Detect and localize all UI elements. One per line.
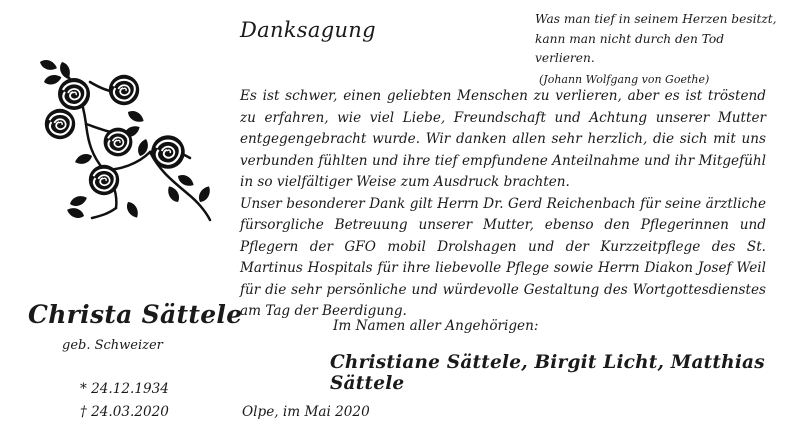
death-date: † 24.03.2020 xyxy=(80,404,169,420)
thank-you-text xyxy=(240,86,766,323)
paragraph-2: Unser besonderer Dank gilt Herrn Dr. Gerd Reichenbach für seine ärztliche fürsorgliche Betreuung unserer Mutter, ebenso den Pflegerinnen und Pflegern der GFO mobil Drolshagen und der Kurzzeitpflege des St. Martinus Hospitals für ihre liebevolle Pflege sowie Herrn Diakon Josef Weil für die sehr persönliche und würdevolle Gestaltung des Wortgottesdienstes am Tag der Beerdigung. xyxy=(240,195,766,319)
rose-branch-icon xyxy=(28,52,223,227)
maiden-name: geb. Schweizer xyxy=(62,338,163,353)
goethe-quote xyxy=(535,10,785,89)
notice-heading: Danksagung xyxy=(240,18,376,42)
quote-line-2: kann man nicht durch den Tod verlieren. xyxy=(535,31,725,65)
quote-author: (Johann Wolfgang von Goethe) xyxy=(539,72,710,86)
place-and-date: Olpe, im Mai 2020 xyxy=(242,404,370,420)
paragraph-1: Es ist schwer, einen geliebten Menschen zu verlieren, aber es ist tröstend zu erfahren, wie viel Liebe, Freundschaft und Achtung unserer Mutter entgegengebracht wurde. Wir danken allen sehr herzlich, die sich mit uns verbunden fühlten und ihre tief empfundene Anteilnahme und ihr Mitgefühl in so vielfältiger Weise zum Ausdruck brachten. xyxy=(240,88,766,190)
deceased-name: Christa Sättele xyxy=(28,300,243,329)
birth-date: * 24.12.1934 xyxy=(80,381,169,397)
on-behalf-line: Im Namen aller Angehörigen: xyxy=(333,318,539,334)
signers-names: Christiane Sättele, Birgit Licht, Matthias Sättele xyxy=(330,352,765,394)
quote-line-1: Was man tief in seinem Herzen besitzt, xyxy=(535,12,777,26)
